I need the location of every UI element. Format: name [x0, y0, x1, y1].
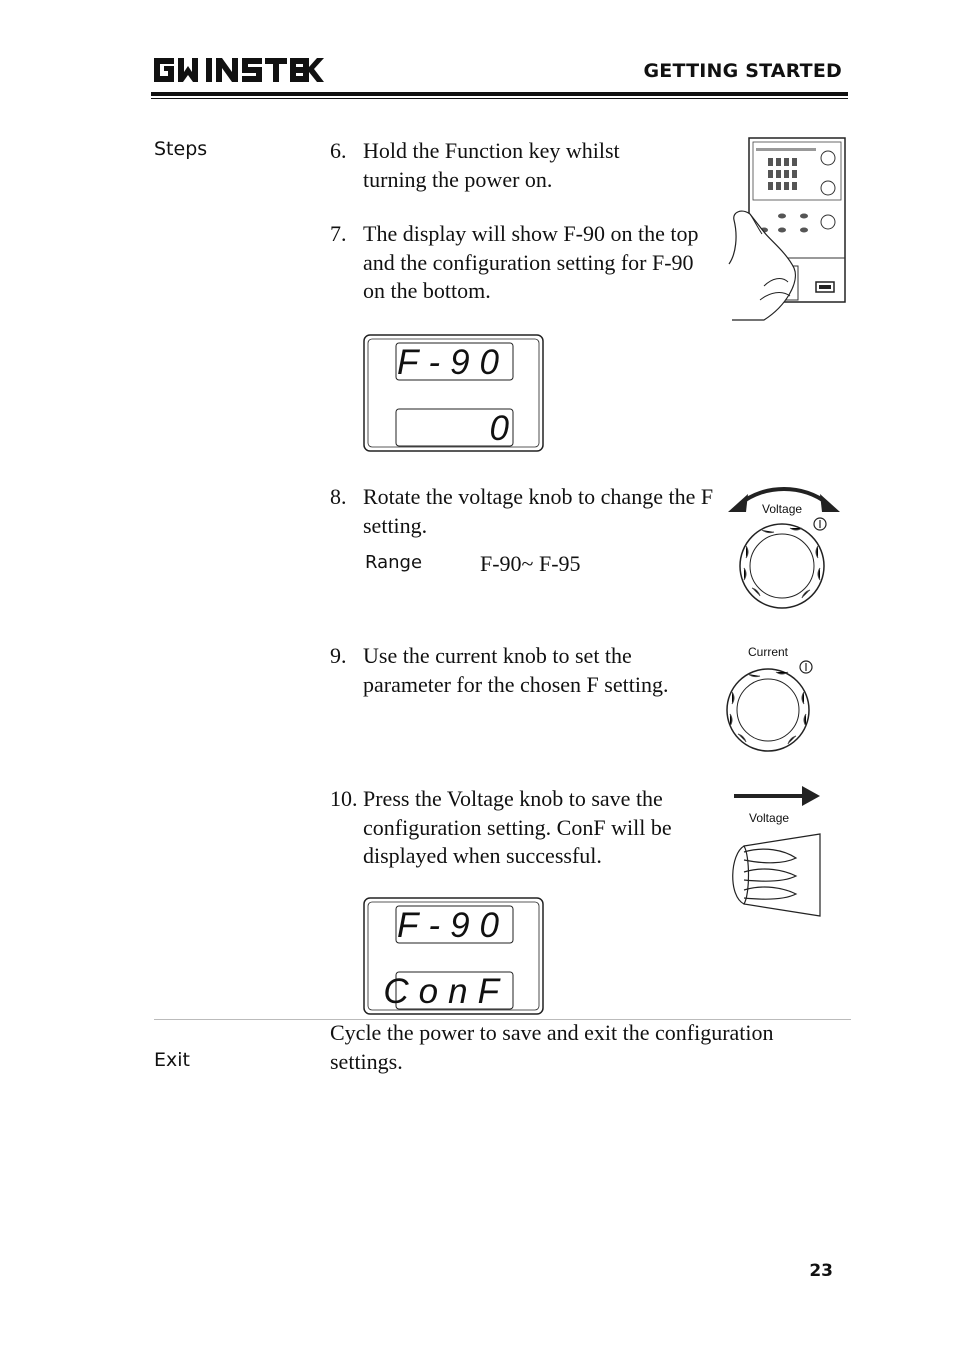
steps-label: Steps	[154, 138, 208, 160]
exit-label: Exit	[154, 1049, 190, 1071]
lcd-display-f90-conf	[363, 897, 544, 1015]
step-10	[330, 785, 720, 871]
step-text: Use the current knob to set the parameter for the chosen F setting.	[363, 643, 669, 697]
section-title: GETTING STARTED	[643, 60, 842, 82]
step-text: Press the Voltage knob to save the configuration setting. ConF will be displayed when successful.	[363, 786, 672, 868]
display-bottom-text: ConF	[383, 972, 509, 1011]
step-text: The display will show F-90 on the top and the configuration setting for F-90 on the bottom.	[363, 221, 699, 303]
step-6	[330, 137, 710, 194]
current-knob-illustration	[724, 642, 824, 754]
lcd-display-f90-0	[363, 334, 544, 452]
header-rule-thin	[151, 98, 848, 99]
press-knob-label: Voltage	[749, 811, 790, 825]
step-number: 8.	[330, 484, 347, 509]
exit-text: Cycle the power to save and exit the configuration settings.	[330, 1020, 774, 1074]
range-value: F-90~ F-95	[480, 551, 581, 576]
step-number: 6.	[330, 138, 347, 163]
step-8	[330, 483, 720, 540]
header-rule	[151, 92, 848, 96]
voltage-knob-label: Voltage	[762, 502, 803, 516]
display-top-text: F-90	[397, 906, 509, 945]
power-supply-front-panel-illustration	[724, 136, 848, 322]
step-text: Hold the Function key whilst turning the power on.	[363, 138, 620, 192]
step-number: 9.	[330, 643, 347, 668]
voltage-knob-rotate-illustration	[724, 480, 844, 612]
step-7	[330, 220, 710, 306]
display-top-text: F-90	[397, 343, 509, 382]
step-text: Rotate the voltage knob to change the F setting.	[363, 484, 714, 538]
current-knob-label: Current	[748, 645, 789, 659]
range-label: Range	[365, 552, 423, 573]
step-number: 7.	[330, 221, 347, 246]
gw-instek-logo	[152, 52, 324, 86]
step-number: 10.	[330, 786, 358, 811]
display-bottom-text: 0	[489, 409, 509, 448]
page-number: 23	[809, 1261, 833, 1281]
step-9	[330, 642, 720, 699]
voltage-knob-press-illustration	[724, 784, 824, 920]
